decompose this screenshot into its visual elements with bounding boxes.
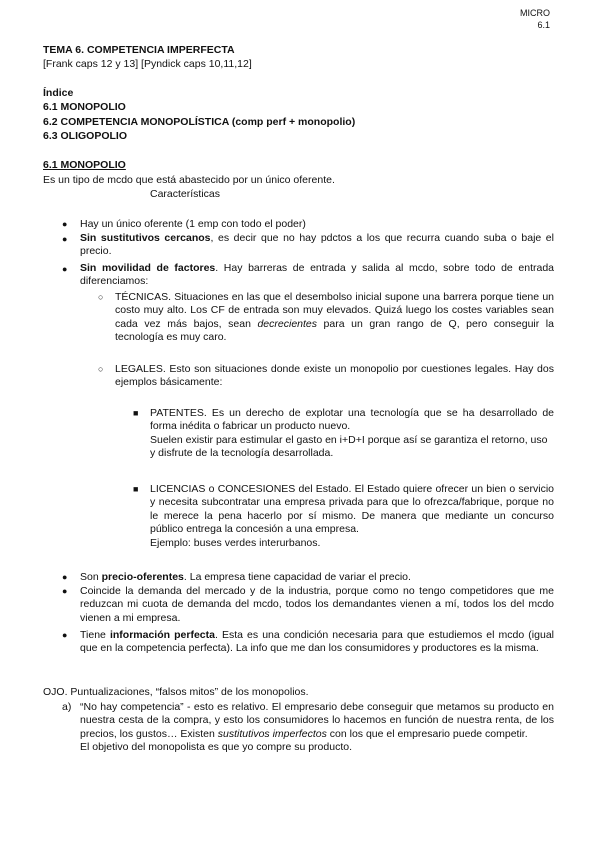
sub-bullet-icon: ○ xyxy=(98,364,104,374)
barrier-text: TÉCNICAS. Situaciones en las que el desembolso inicial supone una barrera porque tiene un costo muy alto. Los CF de entrada son muy elevados. Quizá luego los costes variables sean cada vez más bajos, sean xyxy=(115,291,554,330)
licenses-text: LICENCIAS o CONCESIONES del Estado. El Estado quiere ofrecer un bien o servicio y necesita subcontratar una empresa privada para que lo ofrezca/fabrique, porque no le merece la pena hacerlo por sí mismo. De manera que mediante un concurso público entrega la concesión a una empresa. xyxy=(150,483,554,536)
index-heading: Índice xyxy=(43,87,74,99)
bullet-market-demand: Coincide la demanda del mercado y de la industria, porque como no tengo competidores que me reduzcan mi cuota de demanda del mcdo, todos los demandantes vienen a mí, todos los del mcdo vienen a mi empresa. xyxy=(80,585,554,624)
square-bullet-icon: ■ xyxy=(133,484,139,494)
patents-text: PATENTES. Es un derecho de explotar una tecnología que se ha desarrollado de forma inédita o fabricar un producto nuevo. xyxy=(150,407,554,433)
barrier-technical xyxy=(115,291,554,345)
ojo-item-label: a) xyxy=(62,701,72,713)
bullet-icon: ● xyxy=(62,264,68,274)
ojo-heading: OJO. Puntualizaciones, “falsos mitos” de los monopolios. xyxy=(43,686,309,698)
section-intro: Es un tipo de mcdo que está abastecido por un único oferente. xyxy=(43,174,335,186)
patents-note: Suelen existir para estimular el gasto en i+D+I porque así se garantiza el retorno, uso y disfrute de la tecnología desarrollada. xyxy=(150,433,548,460)
bullet-no-factor-mobility xyxy=(80,262,554,289)
bold-term: información perfecta xyxy=(109,629,215,641)
characteristics-label: Características xyxy=(150,188,221,200)
barrier-text: para un gran rango de Q, pero conseguir la tecnología es muy caro. xyxy=(115,317,554,344)
header-subject: MICRO xyxy=(520,8,550,18)
ojo-text: “No hay competencia” - esto es relativo. El empresario debe conseguir que metamos su producto en nuestra cesta de la compra, y esto los consumidores lo hacemos en función de nuestra renta, de los precios, los gustos… Existen xyxy=(80,701,554,740)
bullet-text: , es decir que no hay pdctos a los que recurra cuando suba o baje el precio. xyxy=(80,232,554,258)
references: [Frank caps 12 y 13] [Pyndick caps 10,11,12] xyxy=(43,58,252,70)
ojo-conclusion: El objetivo del monopolista es que yo compre su producto. xyxy=(80,741,352,754)
bullet-icon: ● xyxy=(62,219,68,229)
sub-bullet-icon: ○ xyxy=(98,292,104,302)
index-item: 6.1 MONOPOLIO xyxy=(43,101,126,113)
bullet-icon: ● xyxy=(62,586,68,596)
bullet-no-substitutes xyxy=(80,232,554,259)
legal-licenses xyxy=(150,483,554,550)
bullet-text: . Esta es una condición necesaria para que estudiemos el mcdo (igual que en la competencia perfecta). La info que me dan los consumidores y productores es la misma. xyxy=(80,629,554,655)
ojo-text: con los que el empresario puede competir. xyxy=(326,727,528,740)
bullet-text: Son xyxy=(80,571,102,583)
bullet-icon: ● xyxy=(62,234,68,244)
bullet-text: . Hay barreras de entrada y salida al mcdo, sobre todo de entrada diferenciamos: xyxy=(80,262,554,288)
index-item: 6.3 OLIGOPOLIO xyxy=(43,130,128,142)
page-header xyxy=(520,7,550,31)
square-bullet-icon: ■ xyxy=(133,408,139,418)
ojo-item-a xyxy=(80,701,554,755)
document-title: TEMA 6. COMPETENCIA IMPERFECTA xyxy=(43,44,235,56)
italic-term: decrecientes xyxy=(257,317,318,330)
bullet-text: Tiene xyxy=(80,629,110,641)
bullet-icon: ● xyxy=(62,572,68,582)
licenses-example: Ejemplo: buses verdes interurbanos. xyxy=(150,536,321,549)
bold-term: Sin sustitutivos cercanos xyxy=(80,232,211,244)
bullet-perfect-information xyxy=(80,629,554,656)
section-heading: 6.1 MONOPOLIO xyxy=(43,159,126,171)
bullet-text: . La empresa tiene capacidad de variar el precio. xyxy=(183,571,411,583)
header-page-number: 6.1 xyxy=(537,20,550,30)
bullet-icon: ● xyxy=(62,630,68,640)
barrier-legal: LEGALES. Esto son situaciones donde existe un monopolio por cuestiones legales. Hay dos ejemplos básicamente: xyxy=(115,363,554,389)
legal-patents xyxy=(150,407,554,461)
index-item: 6.2 COMPETENCIA MONOPOLÍSTICA (comp perf + monopolio) xyxy=(43,116,356,128)
bullet-price-setters xyxy=(80,571,554,584)
bullet-single-supplier: Hay un único oferente (1 emp con todo el poder) xyxy=(80,218,306,230)
italic-term: sustitutivos imperfectos xyxy=(217,727,327,740)
bold-term: Sin movilidad de factores xyxy=(80,262,216,274)
bold-term: precio-oferentes xyxy=(101,571,184,583)
